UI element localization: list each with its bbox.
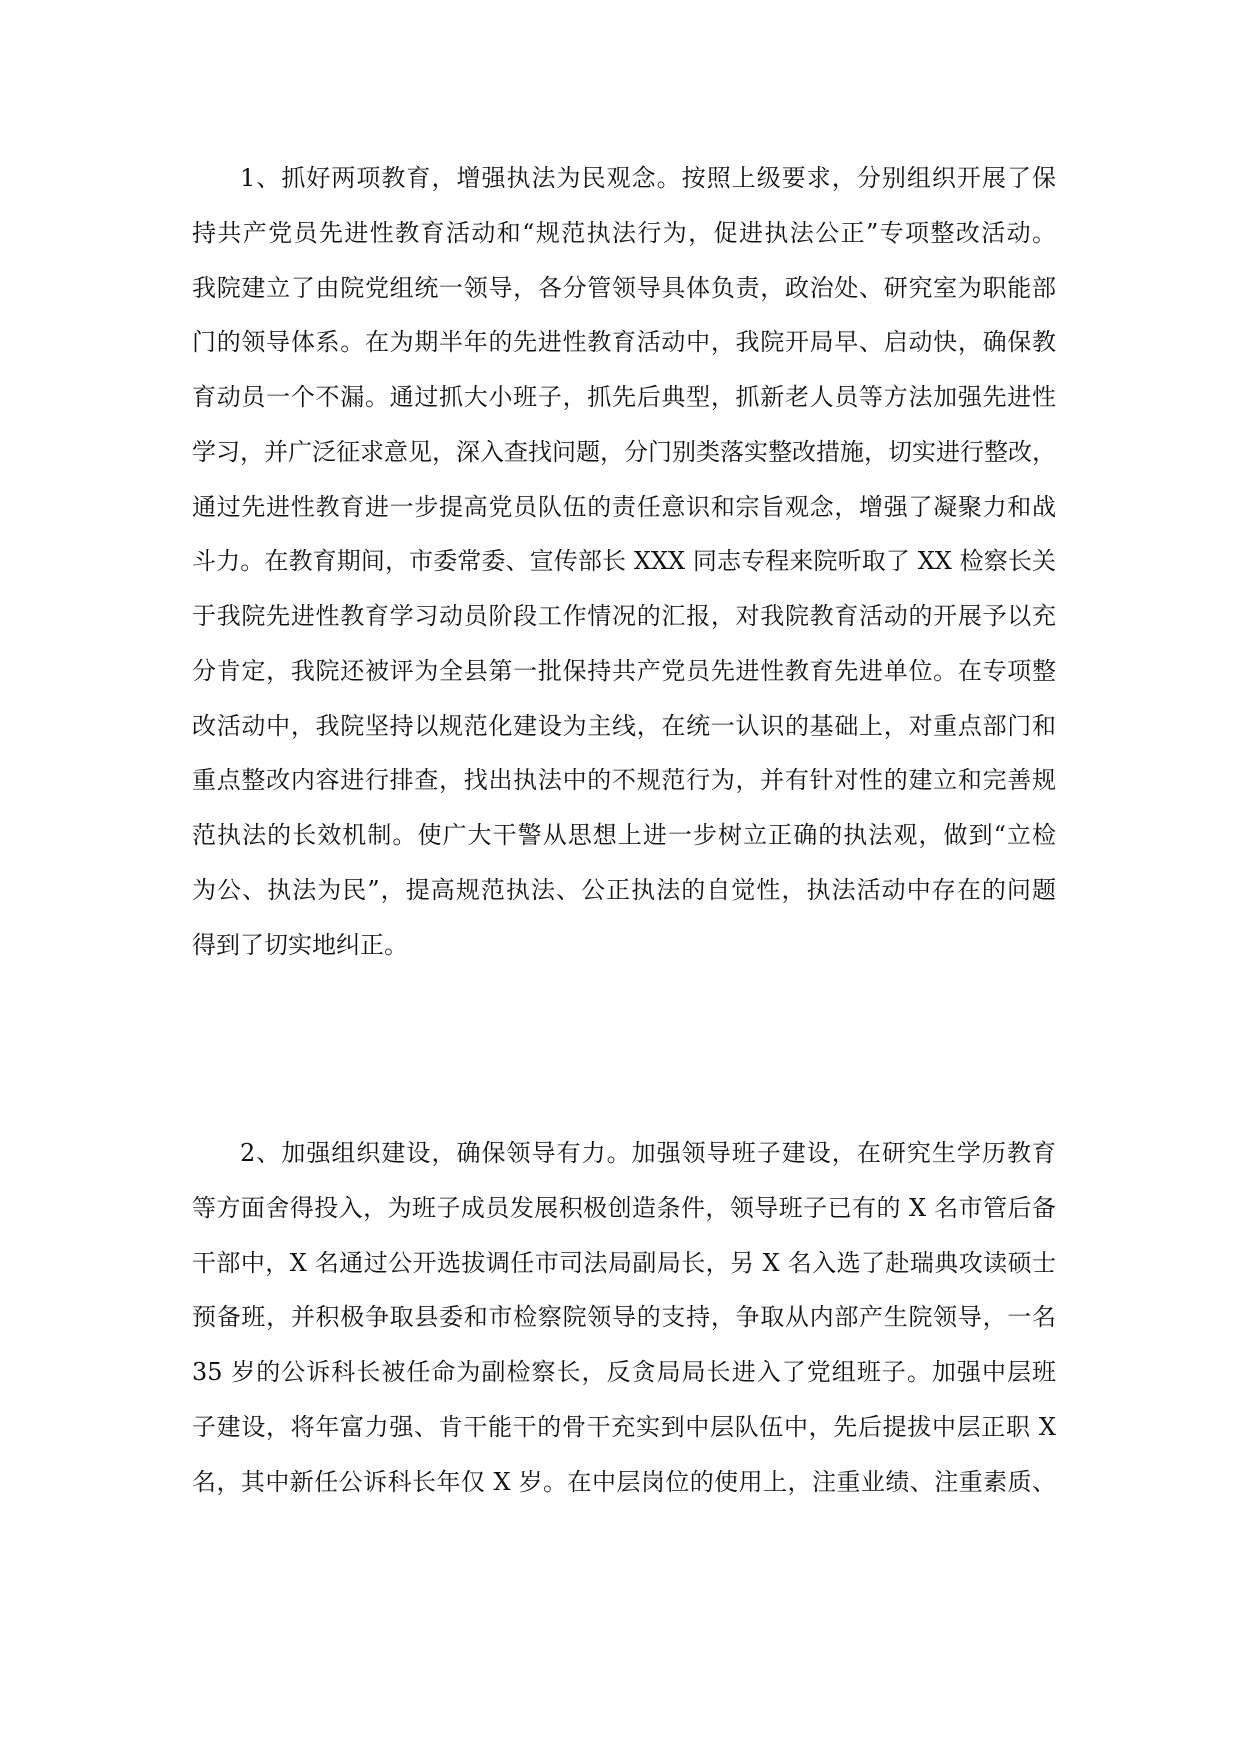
text-line: 改活动中，我院坚持以规范化建设为主线，在统一认识的基础上，对重点部门和 (192, 712, 1056, 740)
text-line: 斗力。在教育期间，市委常委、宣传部长 XXX 同志专程来院听取了 XX 检察长关 (192, 547, 1056, 575)
text-line: 2、加强组织建设，确保领导有力。加强领导班子建设，在研究生学历教育 (240, 1139, 1056, 1167)
text-line: 持共产党员先进性教育活动和“规范执法行为，促进执法公正”专项整改活动。 (192, 219, 1056, 247)
text-line: 育动员一个不漏。通过抓大小班子，抓先后典型，抓新老人员等方法加强先进性 (192, 383, 1056, 411)
text-line: 干部中，X 名通过公开选拔调任市司法局副局长，另 X 名入选了赴瑞典攻读硕士 (192, 1249, 1056, 1277)
text-line: 名，其中新任公诉科长年仅 X 岁。在中层岗位的使用上，注重业绩、注重素质、 (192, 1468, 1056, 1496)
text-line: 预备班，并积极争取县委和市检察院领导的支持，争取从内部产生院领导，一名 (192, 1303, 1056, 1331)
text-line: 1、抓好两项教育，增强执法为民观念。按照上级要求，分别组织开展了保 (240, 164, 1056, 192)
text-line: 通过先进性教育进一步提高党员队伍的责任意识和宗旨观念，增强了凝聚力和战 (192, 493, 1056, 521)
text-line: 为公、执法为民”，提高规范执法、公正执法的自觉性，执法活动中存在的问题 (192, 876, 1056, 904)
text-line: 得到了切实地纠正。 (192, 931, 408, 959)
text-line: 门的领导体系。在为期半年的先进性教育活动中，我院开局早、启动快，确保教 (192, 328, 1056, 356)
text-line: 我院建立了由院党组统一领导，各分管领导具体负责，政治处、研究室为职能部 (192, 274, 1056, 302)
text-line: 重点整改内容进行排查，找出执法中的不规范行为，并有针对性的建立和完善规 (192, 766, 1056, 794)
text-line: 学习，并广泛征求意见，深入查找问题，分门别类落实整改措施，切实进行整改， (192, 438, 1056, 466)
text-line: 于我院先进性教育学习动员阶段工作情况的汇报，对我院教育活动的开展予以充 (192, 602, 1056, 630)
text-line: 范执法的长效机制。使广大干警从思想上进一步树立正确的执法观，做到“立检 (192, 821, 1056, 849)
text-line: 等方面舍得投入，为班子成员发展积极创造条件，领导班子已有的 X 名市管后备 (192, 1194, 1056, 1222)
text-line: 35 岁的公诉科长被任命为副检察长，反贪局局长进入了党组班子。加强中层班 (192, 1358, 1056, 1386)
text-line: 子建设，将年富力强、肯干能干的骨干充实到中层队伍中，先后提拔中层正职 X (192, 1413, 1056, 1441)
text-line: 分肯定，我院还被评为全县第一批保持共产党员先进性教育先进单位。在专项整 (192, 657, 1056, 685)
